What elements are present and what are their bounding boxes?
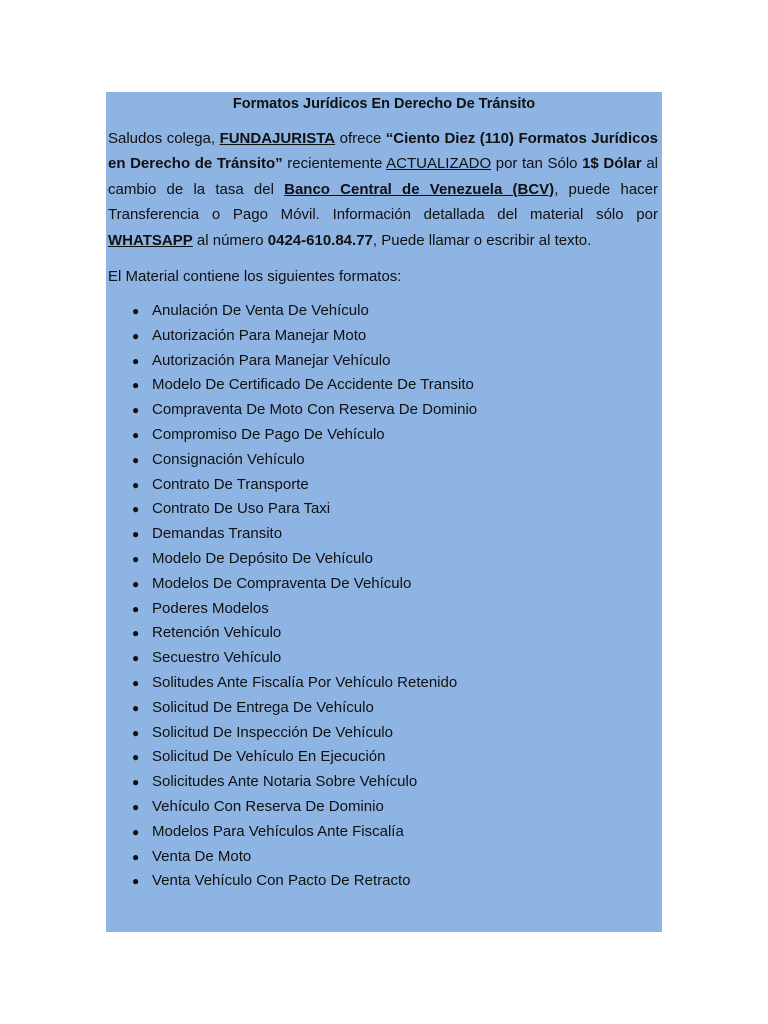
bullet-icon: ● <box>132 452 140 467</box>
list-item <box>106 671 662 696</box>
bullet-icon: ● <box>132 651 140 666</box>
list-item-label: Vehículo Con Reserva De Dominio <box>152 797 384 815</box>
bullet-icon: ● <box>132 799 140 814</box>
list-item-label: Solicitud De Inspección De Vehículo <box>152 723 393 741</box>
list-item-label: Secuestro Vehículo <box>152 649 282 667</box>
bank-name: Banco Central de Venezuela (BCV) <box>284 180 555 198</box>
list-item-label: Venta De Moto <box>152 847 252 865</box>
bullet-icon: ● <box>132 502 140 517</box>
list-item-label: Solicitudes Ante Notaria Sobre Vehículo <box>152 773 418 791</box>
organization-name: FUNDAJURISTA <box>219 130 336 147</box>
intro-text: ofrece <box>335 130 386 147</box>
bullet-icon: ● <box>132 477 140 492</box>
list-item <box>106 448 662 473</box>
intro-text: , puede hacer Transferencia o Pago Móvil. Información detallada del material sólo por <box>108 180 659 224</box>
list-item-label: Autorización Para Manejar Vehículo <box>152 351 391 369</box>
intro-paragraph <box>108 126 658 253</box>
list-item <box>106 646 662 671</box>
list-item-label: Solicitud De Vehículo En Ejecución <box>152 748 386 766</box>
list-item <box>106 398 662 423</box>
bullet-icon: ● <box>132 775 140 790</box>
bullet-icon: ● <box>132 675 140 690</box>
list-item <box>106 721 662 746</box>
list-item-label: Modelo De Certificado De Accidente De Transito <box>152 376 474 394</box>
bullet-icon: ● <box>132 427 140 442</box>
bullet-icon: ● <box>132 700 140 715</box>
bullet-icon: ● <box>132 626 140 641</box>
bullet-icon: ● <box>132 601 140 616</box>
list-item-label: Contrato De Transporte <box>152 475 309 493</box>
list-item-label: Modelos De Compraventa De Vehículo <box>152 574 412 592</box>
list-item <box>106 423 662 448</box>
list-item-label: Contrato De Uso Para Taxi <box>152 500 331 518</box>
list-item <box>106 299 662 324</box>
list-item-label: Retención Vehículo <box>152 624 282 642</box>
list-item <box>106 497 662 522</box>
bullet-icon: ● <box>132 378 140 393</box>
list-item-label: Consignación Vehículo <box>152 450 305 468</box>
bullet-icon: ● <box>132 304 140 318</box>
list-item-label: Modelos Para Vehículos Ante Fiscalía <box>152 822 404 840</box>
list-item <box>106 547 662 572</box>
list-item <box>106 696 662 721</box>
intro-text: Saludos colega, <box>108 130 220 147</box>
list-item <box>106 869 662 894</box>
contact-channel: WHATSAPP <box>108 231 193 249</box>
bullet-icon: ● <box>132 551 140 566</box>
list-item <box>106 572 662 597</box>
list-item-label: Compromiso De Pago De Vehículo <box>152 425 385 443</box>
list-item <box>106 473 662 498</box>
intro-text: al número <box>192 231 268 249</box>
intro-text: por tan Sólo <box>491 155 583 173</box>
list-item <box>106 795 662 820</box>
bullet-icon: ● <box>132 874 140 889</box>
list-item-label: Modelo De Depósito De Vehículo <box>152 549 373 567</box>
list-item-label: Demandas Transito <box>152 525 283 543</box>
intro-text: al cambio de la tasa del <box>108 155 659 198</box>
intro-text: , Puede llamar o escribir al texto. <box>372 231 592 249</box>
updated-label: ACTUALIZADO <box>386 155 492 173</box>
list-item <box>106 845 662 870</box>
document-title: Formatos Jurídicos En Derecho De Tránsito <box>232 96 536 112</box>
list-item-label: Compraventa De Moto Con Reserva De Dominio <box>152 401 478 419</box>
bullet-icon: ● <box>132 403 140 418</box>
bullet-icon: ● <box>132 328 140 343</box>
bullet-icon: ● <box>132 849 140 864</box>
list-item <box>106 349 662 374</box>
list-item-label: Autorización Para Manejar Moto <box>152 326 367 344</box>
bullet-icon: ● <box>132 353 140 368</box>
intro-text: recientemente <box>282 155 387 173</box>
product-name: “Ciento Diez (110) Formatos Jurídicos en Derecho de Tránsito” <box>108 130 658 173</box>
list-item <box>106 324 662 349</box>
list-item <box>106 373 662 398</box>
list-item <box>106 770 662 795</box>
list-item-label: Venta Vehículo Con Pacto De Retracto <box>152 872 411 890</box>
bullet-icon: ● <box>132 576 140 591</box>
bullet-icon: ● <box>132 824 140 839</box>
list-item <box>106 621 662 646</box>
list-item-label: Solicitud De Entrega De Vehículo <box>152 698 374 716</box>
bullet-icon: ● <box>132 725 140 740</box>
document-panel <box>106 92 662 932</box>
list-item <box>106 745 662 770</box>
bullet-icon: ● <box>132 527 140 542</box>
list-item-label: Anulación De Venta De Vehículo <box>152 302 369 319</box>
list-item-label: Solitudes Ante Fiscalía Por Vehículo Retenido <box>152 673 458 691</box>
list-heading: El Material contiene los siguientes formatos: <box>108 268 402 285</box>
list-item <box>106 820 662 845</box>
list-item-label: Poderes Modelos <box>152 599 269 617</box>
price-text: 1$ Dólar <box>582 155 642 173</box>
phone-number: 0424-610.84.77 <box>267 231 373 249</box>
list-item <box>106 522 662 547</box>
format-list <box>106 299 662 894</box>
bullet-icon: ● <box>132 750 140 765</box>
list-item <box>106 597 662 622</box>
